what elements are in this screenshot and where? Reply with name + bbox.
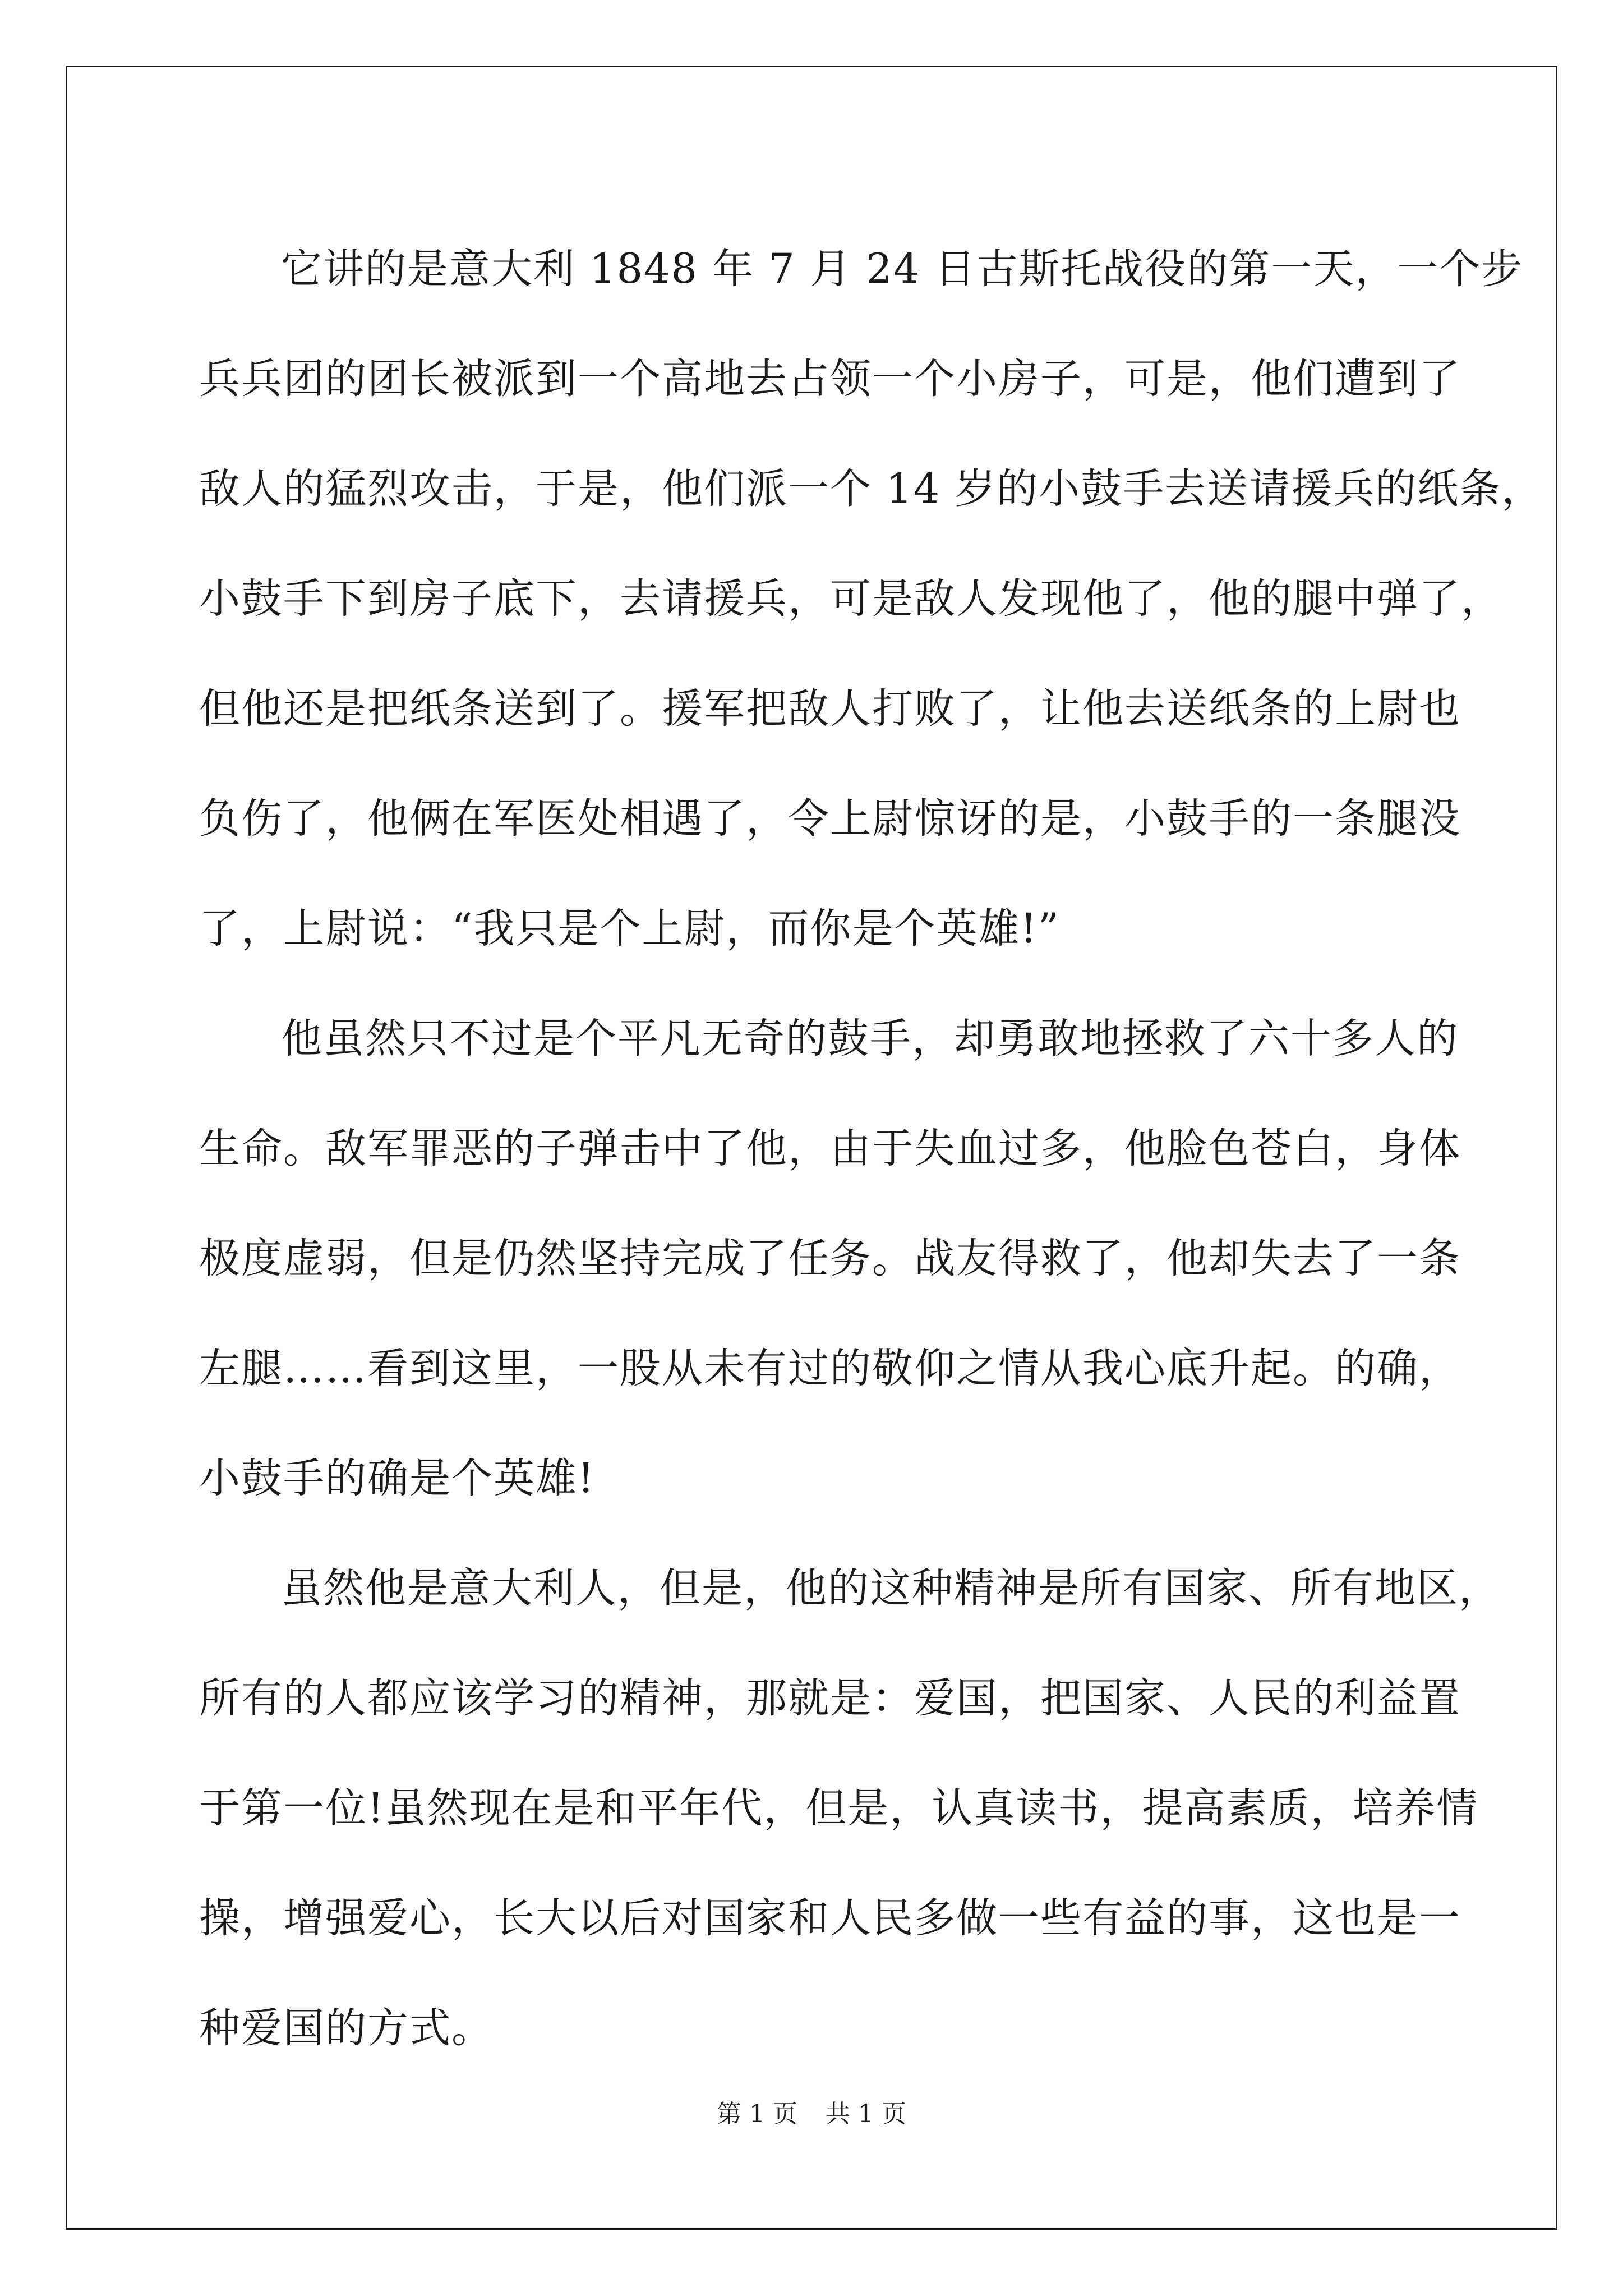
paragraph-1-line-2: 兵兵团的团长被派到一个高地去占领一个小房子，可是，他们遭到了 — [199, 355, 1461, 403]
paragraph-1-line-4: 小鼓手下到房子底下，去请援兵，可是敌人发现他了，他的腿中弹了， — [199, 575, 1503, 623]
paragraph-3-line-3: 于第一位!虽然现在是和平年代，但是，认真读书，提高素质，培养情 — [199, 1784, 1479, 1832]
page-number: 第 1 页 — [717, 2100, 797, 2128]
paragraph-1-line-1: 它讲的是意大利 1848 年 7 月 24 日古斯托战役的第一天，一个步 — [281, 245, 1524, 293]
paragraph-2-line-4: 左腿……看到这里，一股从未有过的敬仰之情从我心底升起。的确， — [199, 1345, 1461, 1392]
paragraph-2-line-1: 他虽然只不过是个平凡无奇的鼓手，却勇敢地拯救了六十多人的 — [281, 1015, 1459, 1062]
paragraph-1-line-6: 负伤了，他俩在军医处相遇了，令上尉惊讶的是，小鼓手的一条腿没 — [199, 795, 1461, 843]
page-total: 共 1 页 — [826, 2100, 906, 2128]
paragraph-1-line-5: 但他还是把纸条送到了。援军把敌人打败了，让他去送纸条的上尉也 — [199, 685, 1461, 733]
paragraph-3-line-1: 虽然他是意大利人，但是，他的这种精神是所有国家、所有地区， — [281, 1565, 1501, 1612]
document-body — [199, 214, 1544, 2083]
paragraph-2-line-3: 极度虚弱，但是仍然坚持完成了任务。战友得救了，他却失去了一条 — [199, 1235, 1461, 1282]
page-footer — [0, 2093, 1623, 2129]
paragraph-3-line-2: 所有的人都应该学习的精神，那就是：爱国，把国家、人民的利益置 — [199, 1674, 1461, 1722]
paragraph-1-line-3: 敌人的猛烈攻击，于是，他们派一个 14 岁的小鼓手去送请援兵的纸条， — [199, 465, 1544, 513]
paragraph-2-line-2: 生命。敌军罪恶的子弹击中了他，由于失血过多，他脸色苍白，身体 — [199, 1125, 1461, 1172]
paragraph-3-line-4: 操，增强爱心，长大以后对国家和人民多做一些有益的事，这也是一 — [199, 1894, 1461, 1942]
paragraph-1-line-7: 了，上尉说：“我只是个上尉，而你是个英雄!” — [199, 905, 1060, 953]
paragraph-3-line-5: 种爱国的方式。 — [199, 2004, 494, 2052]
paragraph-2-line-5: 小鼓手的确是个英雄! — [199, 1455, 596, 1502]
